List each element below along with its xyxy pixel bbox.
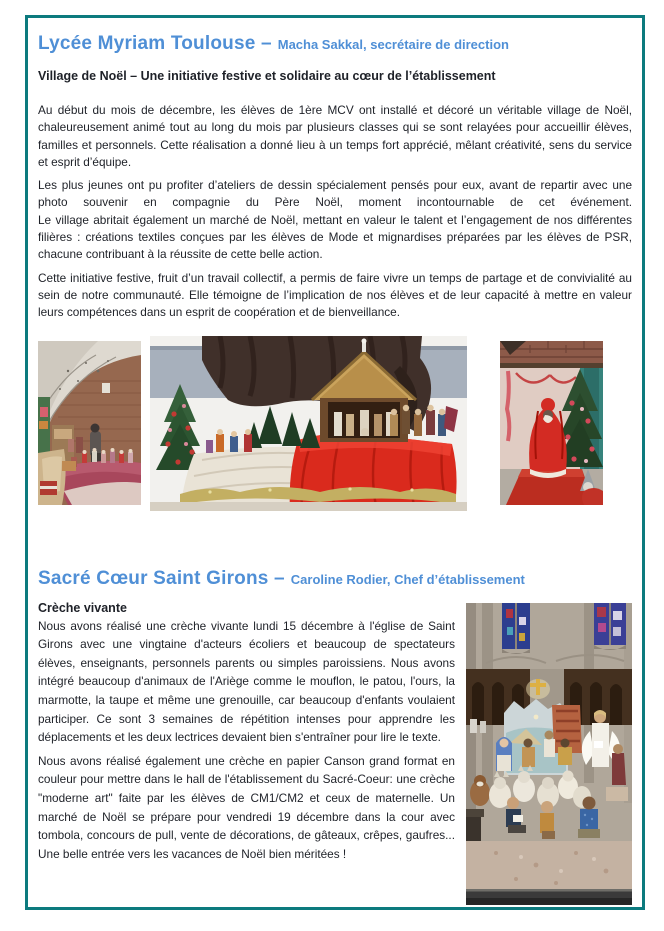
section2-title-main: Sacré Cœur Saint Girons – [38, 567, 285, 589]
section2-paragraph-2: Nous avons réalisé également une crèche en papier Canson grand format en couleur pour mettre dans le hall de l'établissement du Sacré-Coeur: une crèche "moderne art" faite par les élèves de CM1/CM2 et ceux de maternelle. Un marché de Noël se prépare pour vendredi 19 décembre dans la cour avec tombola, concours de pull, vente de décorations, de gâteaux, crêpes, gaufres... Une belle entrée vers les vacances de Noël bien méritées ! [38, 753, 455, 861]
page-frame [25, 15, 645, 910]
nativity-display-photo [150, 336, 467, 511]
section1-article-heading: Village de Noël – Une initiative festive et solidaire au cœur de l’établissement [38, 69, 496, 83]
section1-paragraph-1: Au début du mois de décembre, les élèves de 1ère MCV ont installé et décoré un véritable village de Noël, chaleureusement animé tout au long du mois par plusieurs classes qui se sont relayées pour accueillir élèves, familles et personnels. Cette réalisation a donné lieu à un temps fort apprécié, mêlant créativité, sens du service et esprit d’équipe. [38, 103, 632, 169]
section2-article-heading: Crèche vivante [38, 600, 127, 615]
section2-paragraph-1: Nous avons réalisé une crèche vivante lundi 15 décembre à l'église de Saint Girons avec une vingtaine d'acteurs écoliers et beaucoup de spectateurs élèves, enseignants, personnels parents ou simples paroissiens. Nous avons intégré beaucoup d'animaux de l'Ariège comme le mouflon, le patou, l'ours, la marmotte, la taupe et même une grenouille, car beaucoup d'enfants voulaient participer. Ce sont 3 semaines de répétition intenses pour apprendre les déplacements et les deux lectrices devaient bien s'entraîner pour lire le texte. [38, 618, 455, 745]
church-living-nativity-photo [466, 603, 632, 905]
section2-body [38, 601, 632, 864]
section2-title [38, 568, 632, 591]
christmas-market-stall-photo [38, 341, 141, 505]
section1-title-main: Lycée Myriam Toulouse – [38, 33, 272, 54]
section1-paragraph-3: Cette initiative festive, fruit d’un travail collectif, a permis de faire vivre un temps de partage et de convivialité au sein de notre communauté. Elle témoigne de l’implication de nos élèves et de leur capacité à mettre en valeur leurs compétences dans un esprit de coopération et de bienveillance. [38, 270, 632, 320]
section1-title [38, 33, 632, 56]
section1-photo-row [38, 336, 632, 511]
section2-title-author: Caroline Rodier, Chef d’établissement [290, 571, 525, 587]
section1-paragraph-2a: Les plus jeunes ont pu profiter d’ateliers de dessin spécialement pensés pour eux, avant de repartir avec une photo souvenir en compagnie du Père Noël, moment incontournable de cet événement. [38, 178, 632, 210]
section1-title-author: Macha Sakkal, secrétaire de direction [277, 37, 509, 52]
santa-corner-photo [500, 341, 603, 505]
section1-paragraph-2b: Le village abritait également un marché de Noël, mettant en valeur le talent et l’engagement de nos différentes filières : créations textiles conçues par les élèves de Mode et mignardises préparées par les élèves de PSR, chacune contribuant à la réussite de cette belle action. [38, 212, 632, 262]
